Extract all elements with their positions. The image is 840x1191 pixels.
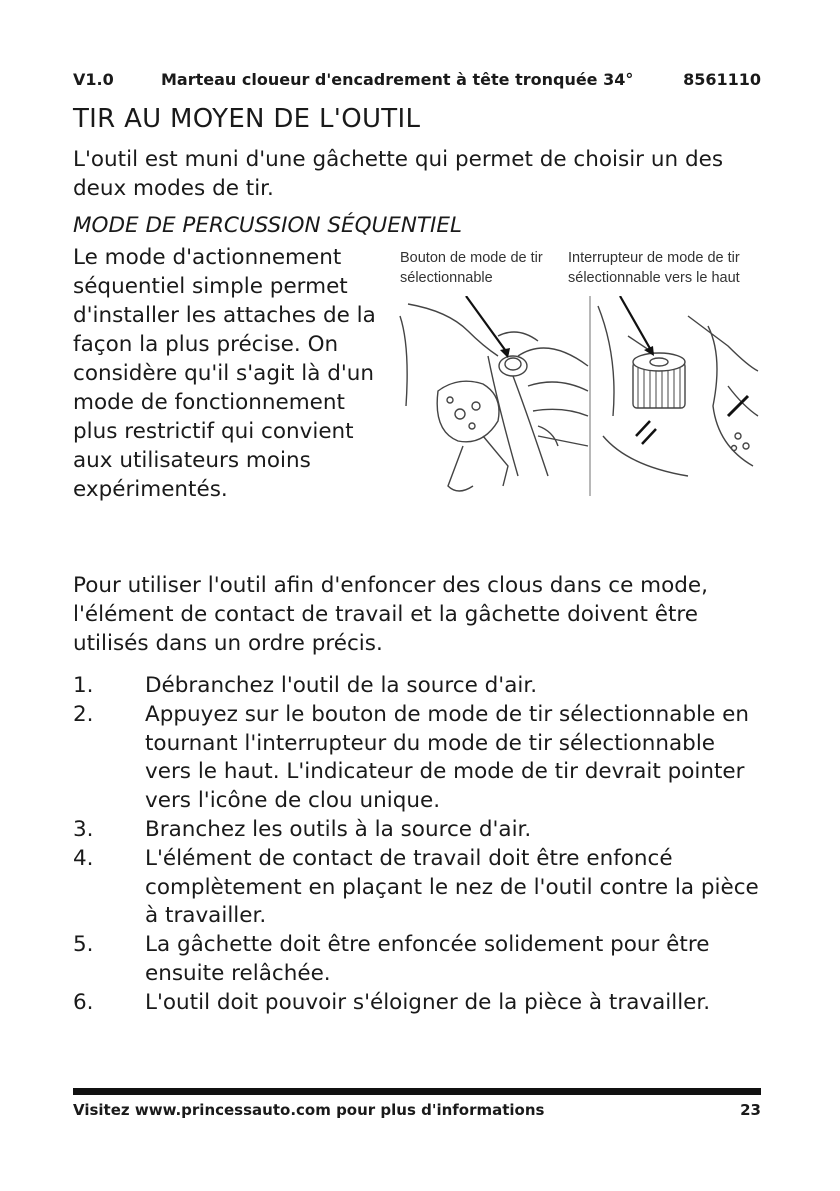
subheading: MODE DE PERCUSSION SÉQUENTIEL <box>73 213 462 238</box>
section-title: TIR AU MOYEN DE L'OUTIL <box>73 104 421 134</box>
version-label: V1.0 <box>73 70 114 89</box>
figure-fire-mode <box>388 248 764 498</box>
list-item <box>73 701 763 816</box>
steps-list <box>73 672 763 1018</box>
list-item <box>73 931 763 989</box>
product-code: 8561110 <box>683 70 761 89</box>
step-text: La gâchette doit être enfoncée solidement pour être ensuite relâchée. <box>145 932 710 986</box>
step-number: 1. <box>73 673 94 698</box>
list-item <box>73 816 763 845</box>
list-item <box>73 672 763 701</box>
step-text: Débranchez l'outil de la source d'air. <box>145 673 538 698</box>
step-text: Appuyez sur le bouton de mode de tir sélectionnable en tournant l'interrupteur du mode de tir sélectionnable vers le haut. L'indicateur de mode de tir devrait pointer vers l'icône de clou unique. <box>145 701 749 814</box>
step-number: 3. <box>73 816 94 842</box>
page-header <box>73 70 761 94</box>
intro-paragraph: L'outil est muni d'une gâchette qui permet de choisir un des deux modes de tir. <box>73 147 724 201</box>
caption-switch-up: Interrupteur de mode de tir sélectionnable vers le haut <box>568 250 740 286</box>
footer-divider <box>73 1088 761 1095</box>
product-title: Marteau cloueur d'encadrement à tête tronquée 34° <box>161 70 634 89</box>
page-footer <box>73 1101 761 1119</box>
step-number: 5. <box>73 932 94 958</box>
list-item <box>73 989 763 1018</box>
tool-illustration <box>388 296 764 496</box>
step-text: L'outil doit pouvoir s'éloigner de la pièce à travailler. <box>145 989 711 1015</box>
list-item <box>73 845 763 931</box>
step-number: 4. <box>73 845 94 871</box>
website-link[interactable]: Visitez www.princessauto.com pour plus d'informations <box>73 1101 545 1119</box>
usage-paragraph: Pour utiliser l'outil afin d'enfoncer des clous dans ce mode, l'élément de contact de travail et la gâchette doivent être utilisés dans un ordre précis. <box>73 573 708 656</box>
caption-selectable-button: Bouton de mode de tir sélectionnable <box>400 250 543 286</box>
page-number: 23 <box>740 1101 761 1119</box>
step-number: 6. <box>73 989 94 1015</box>
mode-description: Le mode d'actionnement séquentiel simple permet d'installer les attaches de la façon la plus précise. On considère qu'il s'agit là d'un mode de fonctionnement plus restrictif qui convient aux utilisateurs moins expérimentés. <box>73 245 376 502</box>
step-text: Branchez les outils à la source d'air. <box>145 816 532 842</box>
step-text: L'élément de contact de travail doit être enfoncé complètement en plaçant le nez de l'outil contre la pièce à travailler. <box>145 845 759 929</box>
step-number: 2. <box>73 701 94 727</box>
